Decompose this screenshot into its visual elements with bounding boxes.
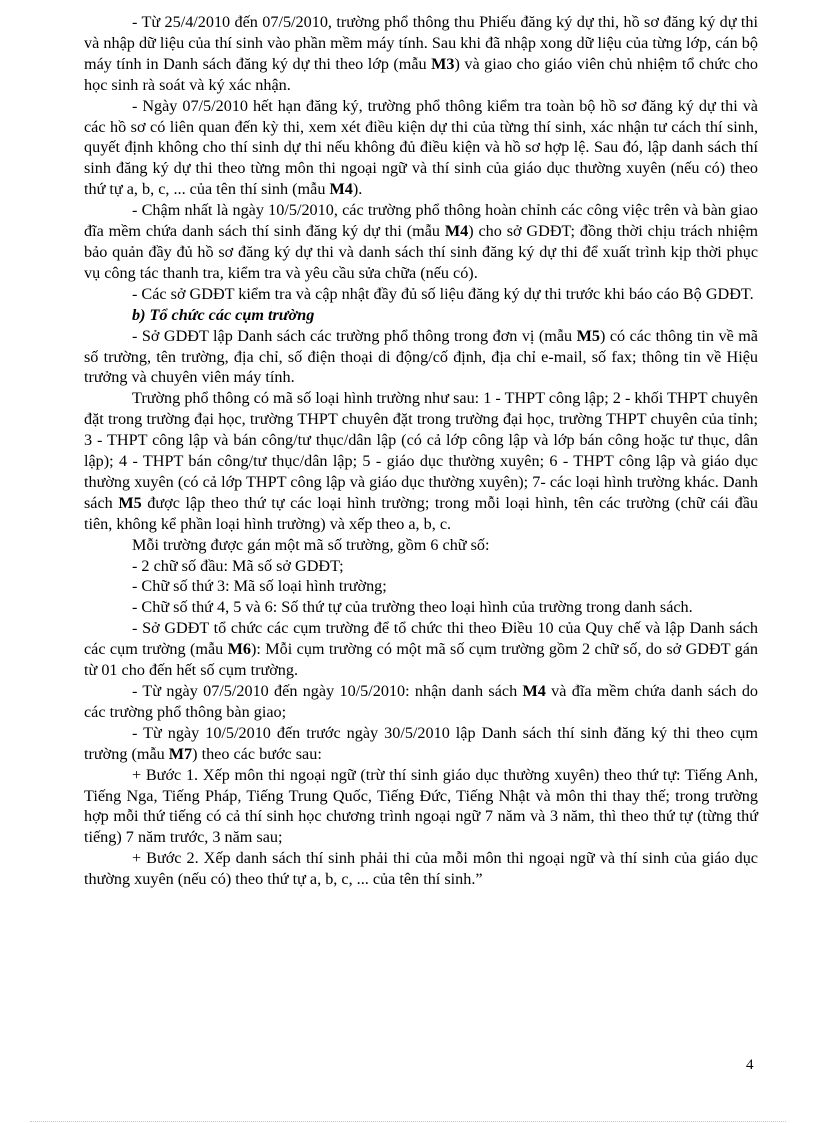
form-code: M7 [168,744,193,763]
paragraph [84,723,758,765]
text-run: + Bước 1. Xếp môn thi ngoại ngữ (trừ thí sinh giáo dục thường xuyên) theo thứ tự: Tiếng Anh, Tiếng Nga, Tiếng Pháp, Tiếng Trung Quốc, Tiếng Đức, Tiếng Nhật và môn thi thay thế; trong trường hợp mỗi thứ tiếng có cả thí sinh học chương trình ngoại ngữ 7 năm và 3 năm, thì theo thứ tự (từng thứ tiếng) 7 năm trước, 3 năm sau; [84,765,758,847]
text-run: - Các sở GDĐT kiểm tra và cập nhật đầy đủ số liệu đăng ký dự thi trước khi báo cáo Bộ GDĐT. [132,284,754,303]
text-run: - Từ ngày 07/5/2010 đến ngày 10/5/2010: nhận danh sách [132,682,523,700]
form-code: M4 [329,180,353,199]
form-code: M5 [576,326,600,345]
text-run: - Ngày 07/5/2010 hết hạn đăng ký, trường phổ thông kiểm tra toàn bộ hồ sơ đăng ký dự thi và các hồ sơ có liên quan đến kỳ thi, xem xét điều kiện dự thi của từng thí sinh, xác nhận tư cách thí sinh, quyết định không cho thí sinh dự thi nếu không đủ điều kiện và hồ sơ hợp lệ. Sau đó, lập danh sách thí sinh đăng ký dự thi theo từng môn thi ngoại ngữ và thí sinh của giáo dục thường xuyên (nếu có) theo thứ tự a, b, c, ... của tên thí sinh (mẫu [84,96,758,199]
paragraph [84,200,758,284]
form-code: M3 [431,54,455,73]
paragraph [84,848,758,890]
text-run: ) và giao cho giáo viên chủ nhiệm tổ chức cho học sinh rà soát và ký xác nhận. [84,54,759,94]
text-run: - Từ 25/4/2010 đến 07/5/2010, trường phổ thông thu Phiếu đăng ký dự thi, hồ sơ đăng ký dự thi và nhập dữ liệu của thí sinh vào phần mềm máy tính. Sau khi đã nhập xong dữ liệu của từng lớp, cán bộ máy tính in Danh sách đăng ký dự thi theo lớp (mẫu [84,13,758,73]
text-run: ): Mỗi cụm trường có một mã số cụm trường gồm 2 chữ số, do sở GDĐT gán từ 01 cho đến hết số cụm trường. [84,640,758,680]
text-run: được lập theo thứ tự các loại hình trường; trong mỗi loại hình, tên các trường (chữ cái đầu tiên, không kể phần loại hình trường) và xếp theo a, b, c. [84,493,758,533]
paragraph [84,556,758,577]
section-heading [84,305,758,326]
paragraph [84,765,758,849]
text-run: - Chữ số thứ 4, 5 và 6: Số thứ tự của trường theo loại hình của trường trong danh sách. [132,598,693,617]
paragraph [84,681,758,723]
paragraph [84,96,758,201]
text-run: ). [352,180,363,199]
text-run: Mỗi trường được gán một mã số trường, gồm 6 chữ số: [132,535,490,554]
form-code: M5 [118,493,142,512]
text-run: - 2 chữ số đầu: Mã số sở GDĐT; [132,556,344,575]
paragraph [84,535,758,556]
paragraph [84,284,758,305]
form-code: M4 [444,222,469,241]
text-run: + Bước 2. Xếp danh sách thí sinh phải thi của mỗi môn thi ngoại ngữ và thí sinh của giáo dục thường xuyên (nếu có) theo thứ tự a, b, c, ... của tên thí sinh.” [84,849,758,889]
form-code: M6 [227,640,251,659]
text-run: ) có các thông tin về mã số trường, tên trường, địa chỉ, số điện thoại di động/cố định, địa chỉ e-mail, số fax; thông tin về Hiệu trưởng và chuyên viên máy tính. [84,326,758,387]
text-run: - Từ ngày 10/5/2010 đến trước ngày 30/5/2010 lập Danh sách thí sinh đăng ký thi theo cụm trường (mẫu [84,723,758,763]
page-number: 4 [746,1057,754,1073]
document-body [84,12,758,890]
text-run: - Chậm nhất là ngày 10/5/2010, các trường phổ thông hoàn chỉnh các công việc trên và bàn giao đĩa mềm chứa danh sách thí sinh đăng ký dự thi (mẫu [84,201,758,241]
text-run: - Sở GDĐT tổ chức các cụm trường để tổ chức thi theo Điều 10 của Quy chế và lập Danh sách các cụm trường (mẫu [84,619,758,659]
paragraph [84,576,758,597]
text-run: và đĩa mềm chứa danh sách do các trường phổ thông bàn giao; [84,682,759,721]
paragraph [84,618,758,681]
form-code: M4 [522,682,546,700]
text-run: ) cho sở GDĐT; đồng thời chịu trách nhiệm bảo quản đầy đủ hồ sơ đăng ký dự thi và danh sách thí sinh đăng ký dự thi để xuất trình kịp thời phục vụ công tác thanh tra, kiểm tra và yêu cầu sửa chữa (nếu có). [84,222,758,282]
text-run: - Chữ số thứ 3: Mã số loại hình trường; [132,577,387,596]
text-run: b) Tổ chức các cụm trường [132,305,315,324]
paragraph [84,326,758,389]
paragraph [84,597,758,618]
footer-divider [30,1121,786,1122]
paragraph [84,388,758,534]
text-run: ) theo các bước sau: [192,744,322,763]
text-run: Trường phổ thông có mã số loại hình trường như sau: 1 - THPT công lập; 2 - khối THPT chuyên đặt trong trường đại học, trường THPT chuyên đặt trong trường đại học, trường THPT chuyên của tỉnh; 3 - THPT công lập và bán công/tư thục/dân lập (có cả lớp công lập và lớp bán công hoặc tư thục, dân lập); 4 - THPT bán công/tư thục/dân lập; 5 - giáo dục thường xuyên; 6 - THPT công lập và giáo dục thường xuyên (có cả lớp THPT công lập và giáo dục thường xuyên); 7- các loại hình trường khác. Danh sách [84,389,758,512]
text-run: - Sở GDĐT lập Danh sách các trường phổ thông trong đơn vị (mẫu [132,326,577,345]
paragraph [84,12,758,96]
